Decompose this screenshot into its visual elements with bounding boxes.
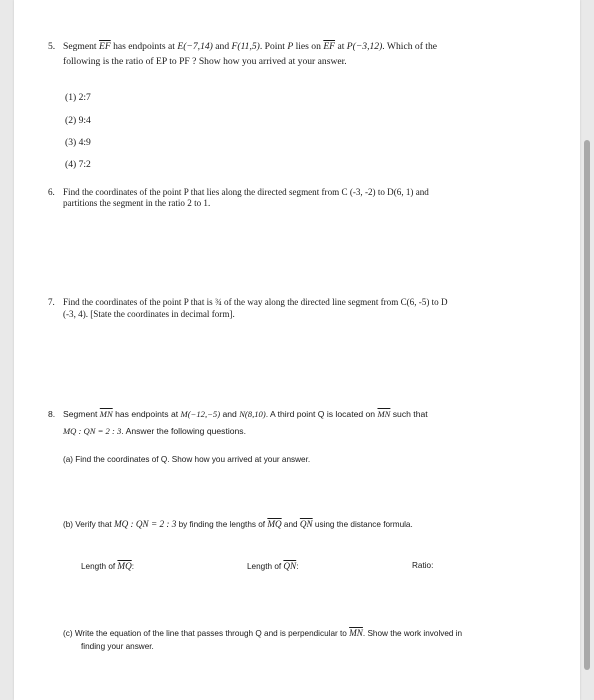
segment-mn: $\overline{MN}$ — [377, 409, 391, 419]
ratio-mq-qn: MQ : QN = 2 : 3 — [63, 426, 122, 436]
question-6-line-1: Find the coordinates of the point P that lies along the directed segment from C (-3, -2) to D(6, 1) and — [63, 187, 429, 197]
segment-mn: $\overline{MN}$ — [99, 409, 113, 419]
part-c: (c) Write the equation of the line that passes through Q and is perpendicular to $\overline{MN}$. Show the work involved in — [63, 628, 463, 638]
question-5-line-1: Segment $\overline{EF}$ has endpoints at E(−7,14) and F(11,5). Point P lies on $\overline{EF}$ at P(−3,12). Which of the — [63, 41, 438, 52]
question-number: 6. — [48, 187, 55, 197]
segment-ef: $\overline{EF}$ — [98, 41, 111, 52]
option-2: (2) 9:4 — [65, 115, 91, 126]
option-1: (1) 2:7 — [65, 92, 91, 103]
option-4: (4) 7:2 — [65, 159, 91, 170]
segment-mq: $\overline{MQ}$ — [267, 519, 282, 529]
scrollbar[interactable] — [584, 140, 590, 670]
question-5-line-2: following is the ratio of EP to PF ? Show how you arrived at your answer. — [63, 56, 347, 67]
question-6-line-2: partitions the segment in the ratio 2 to 1. — [63, 198, 211, 208]
question-7-line-2: (-3, 4). [State the coordinates in decimal form]. — [63, 309, 235, 319]
point-e: E(−7,14) — [177, 41, 213, 52]
question-8-line-2: MQ : QN = 2 : 3. Answer the following questions. — [63, 426, 246, 436]
segment-ef: $\overline{EF}$ — [323, 41, 336, 52]
part-a: (a) Find the coordinates of Q. Show how you arrived at your answer. — [63, 455, 311, 464]
option-3: (3) 4:9 — [65, 137, 91, 148]
point-f: F(11,5) — [231, 41, 260, 52]
point-m: M(−12,−5) — [180, 409, 221, 419]
question-number: 5. — [48, 41, 56, 52]
part-b: (b) Verify that MQ : QN = 2 : 3 by finding the lengths of $\overline{MQ}$ and $\overline{QN}$ using the distance formula. — [63, 519, 413, 529]
point-n: N(8,10) — [239, 409, 266, 419]
length-qn-label: Length of $\overline{QN}$: — [247, 561, 299, 571]
point-p: P(−3,12) — [346, 41, 383, 52]
question-8-line-1: Segment $\overline{MN}$ has endpoints at M(−12,−5) and N(8,10). A third point Q is located on $\overline{MN}$ such that — [63, 409, 428, 419]
worksheet-page — [14, 0, 580, 700]
length-mq-label: Length of $\overline{MQ}$: — [81, 561, 134, 571]
ratio-label: Ratio: — [412, 561, 434, 570]
segment-qn: $\overline{QN}$ — [299, 519, 313, 529]
part-c-line-2: finding your answer. — [81, 642, 154, 651]
question-7-line-1: Find the coordinates of the point P that is ¾ of the way along the directed line segment from C(6, -5) to D — [63, 297, 448, 307]
question-number: 7. — [48, 297, 55, 307]
question-number: 8. — [48, 409, 56, 419]
